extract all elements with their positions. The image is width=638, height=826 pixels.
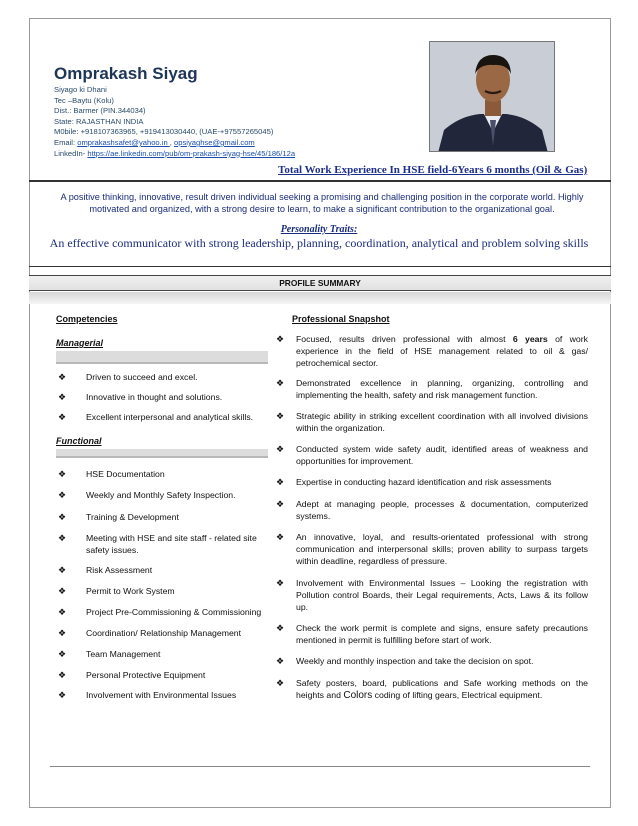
- bullet-icon: ❖: [58, 670, 67, 680]
- list-item: ❖ Weekly and Monthly Safety Inspection.: [58, 490, 236, 500]
- list-item: ❖ Safety posters, board, publications and Safe working methods on the heights and Colors coding of lifting gears, Electrical equipment.: [276, 678, 588, 701]
- list-item: ❖ Driven to succeed and excel.: [58, 372, 198, 382]
- list-item: ❖ Meeting with HSE and site staff - related site safety issues.: [58, 533, 257, 555]
- list-item: ❖ Check the work permit is complete and signs, ensure safety precautions mentioned in permit is fulfilling before start of work.: [276, 623, 588, 645]
- functional-shade-bar: [56, 449, 268, 458]
- linkedin-link[interactable]: https://ae.linkedin.com/pub/om-prakash-siyag-hse/45/186/12a: [87, 148, 296, 158]
- bullet-icon: ❖: [58, 586, 67, 596]
- address-line-2: Tec –Baytu (Kolu): [54, 95, 114, 105]
- list-item: ❖ Personal Protective Equipment: [58, 670, 206, 680]
- profile-summary-heading: PROFILE SUMMARY: [29, 275, 611, 291]
- objective-divider: [29, 266, 611, 267]
- list-item: ❖ Project Pre-Commissioning & Commissioning: [58, 607, 262, 617]
- bullet-icon: ❖: [58, 533, 67, 543]
- managerial-shade-bar: [56, 351, 268, 364]
- bullet-icon: ❖: [58, 607, 67, 617]
- list-item: ❖ Demonstrated excellence in planning, organizing, controlling and implementing the health, safety and risk management function.: [276, 378, 588, 400]
- bullet-icon: ❖: [276, 656, 285, 666]
- bullet-icon: ❖: [276, 532, 285, 542]
- email-separator: ,: [169, 137, 175, 147]
- email-link-2[interactable]: opsiyaghse@gmail.com: [174, 137, 255, 147]
- bullet-icon: ❖: [58, 565, 67, 575]
- bullet-icon: ❖: [276, 477, 285, 487]
- linkedin-label: LinkedIn-: [54, 148, 88, 158]
- linkedin-line: [54, 149, 295, 160]
- managerial-heading: Managerial: [56, 338, 104, 348]
- functional-heading: Functional: [56, 436, 102, 446]
- email-line: [54, 138, 295, 149]
- list-item: ❖ Innovative in thought and solutions.: [58, 392, 223, 402]
- snapshot-heading: Professional Snapshot: [292, 314, 390, 324]
- personality-traits-text: An effective communicator with strong leadership, planning, coordination, analytical and problem solving skills: [49, 236, 589, 250]
- section-shade: [29, 292, 611, 304]
- bullet-icon: ❖: [276, 623, 285, 633]
- list-item: ❖ Coordination/ Relationship Management: [58, 628, 242, 638]
- mobile-line: M0bile: +918107363965, +919413030440, (UAE-+97557265045): [54, 127, 274, 137]
- list-item: ❖ Weekly and monthly inspection and take the decision on spot.: [276, 656, 534, 666]
- portrait-illustration: [430, 42, 555, 152]
- list-item: ❖ Strategic ability in striking excellent coordination with all involved divisions within the organization.: [276, 411, 588, 433]
- bullet-icon: ❖: [276, 444, 285, 454]
- bullet-icon: ❖: [58, 372, 67, 382]
- competencies-heading: Competencies: [56, 314, 118, 324]
- bullet-icon: ❖: [276, 578, 285, 588]
- bullet-icon: ❖: [58, 649, 67, 659]
- bullet-icon: ❖: [58, 469, 67, 479]
- bullet-icon: ❖: [276, 499, 285, 509]
- list-item: ❖ Involvement with Environmental Issues: [58, 690, 237, 700]
- bullet-icon: ❖: [276, 411, 285, 421]
- total-experience: Total Work Experience In HSE field-6Years 6 months (Oil & Gas): [278, 164, 588, 176]
- bullet-icon: ❖: [276, 334, 285, 344]
- bullet-icon: ❖: [58, 392, 67, 402]
- bullet-icon: ❖: [58, 490, 67, 500]
- objective-text: A positive thinking, innovative, result driven individual seeking a promising and challenging position in the corporate world. Highly motivated and organized, with a strong desire to learn, to make a significant contribution to the organizational goal.: [60, 192, 584, 214]
- bullet-icon: ❖: [276, 678, 285, 688]
- header-divider: [29, 180, 611, 182]
- list-item: ❖ Risk Assessment: [58, 565, 153, 575]
- list-item: ❖ Permit to Work System: [58, 586, 175, 596]
- bullet-icon: ❖: [58, 628, 67, 638]
- bullet-icon: ❖: [58, 512, 67, 522]
- candidate-name: Omprakash Siyag: [54, 64, 198, 83]
- list-item: ❖ Expertise in conducting hazard identification and risk assessments: [276, 477, 552, 487]
- personality-traits-title: Personality Traits:: [280, 224, 358, 235]
- contact-block: [54, 85, 295, 159]
- list-item: ❖ Training & Development: [58, 512, 179, 522]
- list-item: ❖ Involvement with Environmental Issues – Looking the registration with Pollution control Boards, their Legal requirements, Acts, Laws & its follow up.: [276, 578, 588, 612]
- footer-divider: [50, 766, 590, 767]
- email-link-1[interactable]: omprakashsafet@yahoo.in: [77, 137, 170, 147]
- list-item: ❖ Excellent interpersonal and analytical skills.: [58, 412, 254, 422]
- profile-photo: [429, 41, 555, 152]
- bullet-icon: ❖: [276, 378, 285, 388]
- address-line-3: Dist.: Barmer (PIN.344034): [54, 106, 146, 116]
- bullet-icon: ❖: [58, 412, 67, 422]
- email-label: Email:: [54, 137, 78, 147]
- list-item: ❖ Conducted system wide safety audit, identified areas of weakness and opportunities for improvement.: [276, 444, 588, 466]
- list-item: ❖ HSE Documentation: [58, 469, 165, 479]
- address-line-1: Siyago ki Dhani: [54, 85, 107, 94]
- list-item: ❖ Adept at managing people, processes & documentation, computerized systems.: [276, 499, 588, 521]
- list-item: ❖ Focused, results driven professional with almost 6 years of work experience in the field of HSE management related to oil & gas/ petrochemical sector.: [276, 334, 588, 368]
- address-line-4: State: RAJASTHAN INDIA: [54, 116, 144, 126]
- list-item: ❖ An innovative, loyal, and results-orientated professional with strong communication and interpersonal skills; proven ability to surpass targets within deadline, regardless of pressure.: [276, 532, 588, 566]
- bullet-icon: ❖: [58, 690, 67, 700]
- list-item: ❖ Team Management: [58, 649, 161, 659]
